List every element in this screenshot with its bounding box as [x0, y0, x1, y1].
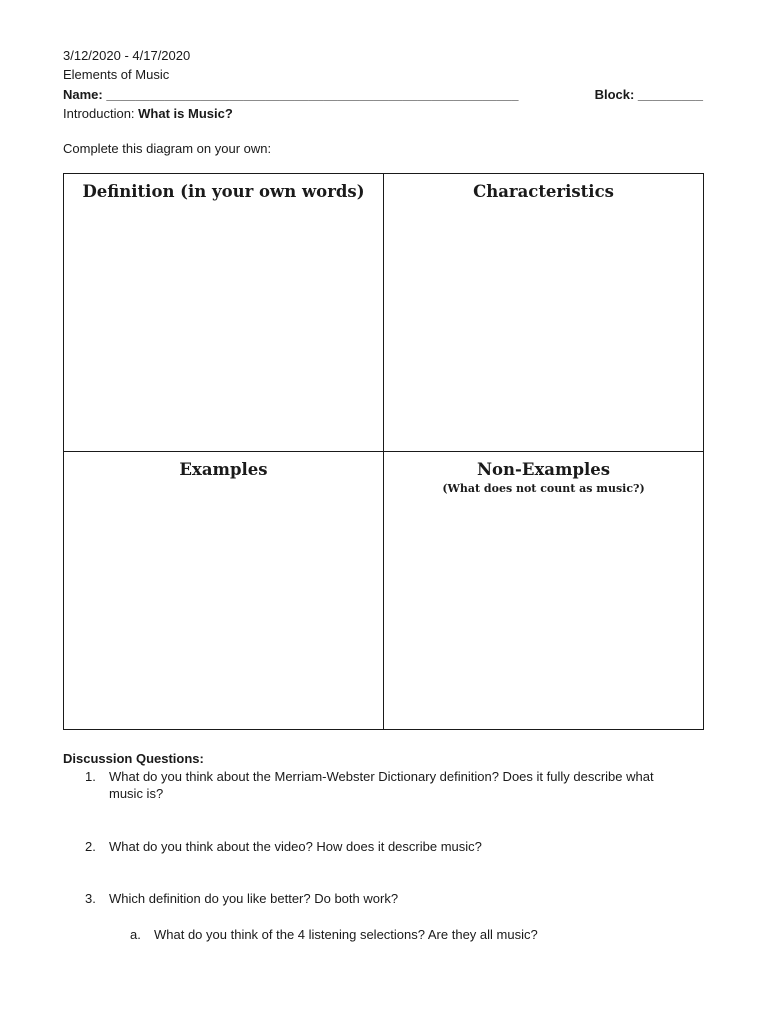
- question-1: [85, 768, 654, 802]
- discussion-heading: Discussion Questions:: [63, 751, 204, 766]
- instructions: Complete this diagram on your own:: [63, 141, 272, 156]
- question-text-continued: music is?: [109, 786, 164, 801]
- question-number: a.: [130, 927, 141, 942]
- block-field-label: Block: _________: [594, 87, 703, 102]
- question-text: Which definition do you like better? Do both work?: [109, 891, 399, 906]
- introduction-title: What is Music?: [138, 106, 233, 121]
- examples-cell: [64, 452, 384, 729]
- question-3: [85, 890, 399, 907]
- date-range: 3/12/2020 - 4/17/2020: [63, 48, 191, 63]
- question-2: [85, 838, 482, 855]
- name-field-label: Name: _________________________________________________________: [63, 87, 519, 102]
- definition-heading: Definition (in your own words): [82, 182, 365, 201]
- examples-heading: Examples: [179, 460, 268, 479]
- non-examples-heading: Non-Examples: [476, 460, 611, 479]
- frayer-diagram: [63, 173, 704, 730]
- non-examples-cell: [384, 452, 703, 729]
- introduction-line: [63, 106, 233, 122]
- introduction-prefix: Introduction:: [63, 106, 139, 121]
- question-text: What do you think of the 4 listening selections? Are they all music?: [154, 927, 538, 942]
- question-number: 2.: [85, 839, 96, 854]
- characteristics-heading: Characteristics: [473, 182, 614, 201]
- question-number: 3.: [85, 891, 96, 906]
- question-text: What do you think about the Merriam-Webster Dictionary definition? Does it fully describe what: [109, 769, 654, 784]
- course-title: Elements of Music: [63, 67, 170, 82]
- name-block-row: [63, 87, 703, 103]
- definition-cell: [64, 174, 384, 452]
- question-3a: [130, 926, 538, 943]
- characteristics-cell: [384, 174, 703, 452]
- question-text: What do you think about the video? How does it describe music?: [109, 839, 482, 854]
- question-number: 1.: [85, 769, 96, 784]
- non-examples-subheading: (What does not count as music?): [442, 482, 645, 495]
